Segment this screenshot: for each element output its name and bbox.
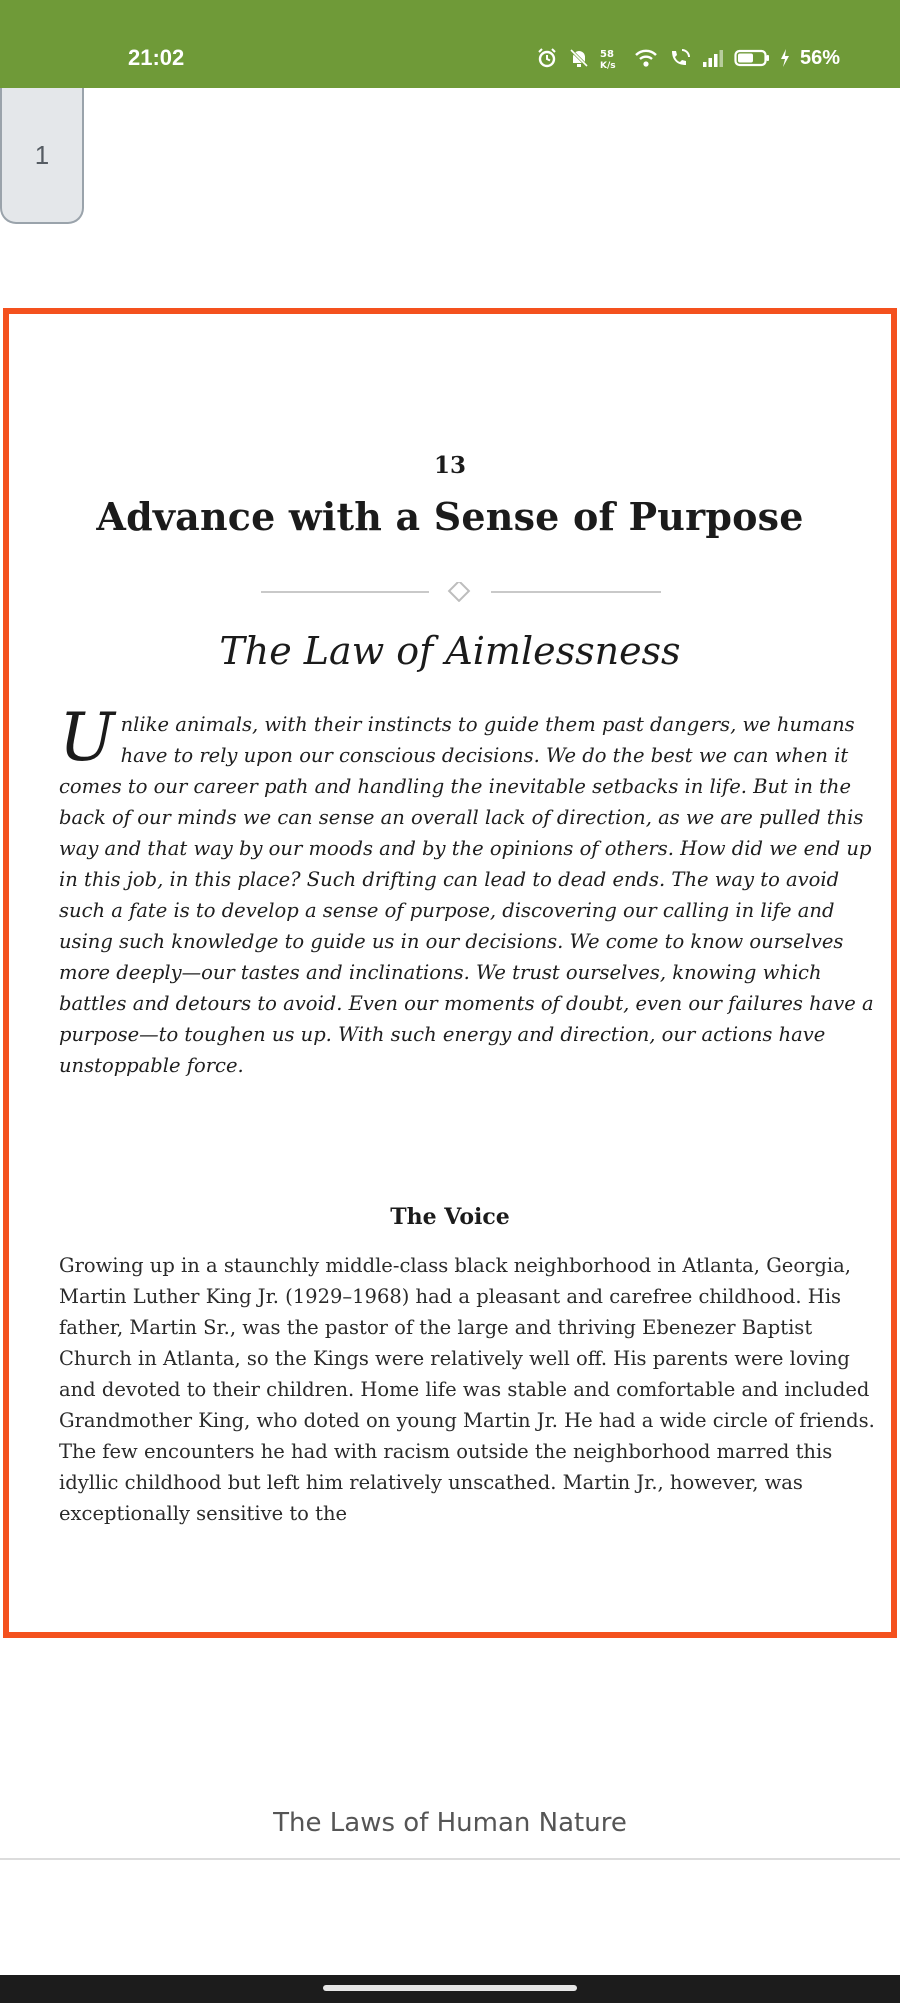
section-heading: The Voice [390, 1204, 510, 1230]
body-paragraph: Growing up in a staunchly middle-class black neighborhood in Atlanta, Georgia, Martin Luther King Jr. (1929–1968) had a pleasant and carefree childhood. His father, Martin Sr., was the pastor of the large and thriving Ebenezer Baptist Church in Atlanta, so the Kings were relatively well off. His parents were loving and devoted to their children. Home life was stable and comfortable and included Grandmother King, who doted on young Martin Jr. He had a wide circle of friends. The few encounters he had with racism outside the neighborhood marred this idyllic childhood but left him relatively unscathed. Martin Jr., however, was exceptionally sensitive to the [59, 1254, 875, 1525]
chapter-title: Advance with a Sense of Purpose [96, 494, 804, 539]
intro-text: nlike animals, with their instincts to guide them past dangers, we humans have to rely upon our conscious decisions. We do the best we can when it comes to our career path and handling the inevitable setbacks in life. But in the back of our minds we can sense an overall lack of direction, as we are pulled this way and that way by our moods and by the opinions of others. How did we end up in this job, in this place? Such drifting can lead to dead ends. The way to avoid such a fate is to develop a sense of purpose, discovering our calling in life and using such knowledge to guide us in our decisions. We come to know ourselves more deeply—our tastes and inclinations. We trust ourselves, knowing which battles and detours to avoid. Even our moments of doubt, even our failures have a purpose—to toughen us up. With such energy and direction, our actions have unstoppable force. [59, 713, 874, 1077]
status-bar [0, 0, 900, 88]
alarm-icon [536, 47, 558, 69]
law-title: The Law of Aimlessness [219, 629, 681, 673]
battery-icon [734, 47, 770, 69]
network-speed-icon [600, 47, 624, 69]
status-time: 21:02 [128, 45, 185, 70]
book-title-footer: The Laws of Human Nature [273, 1808, 627, 1838]
signal-icon [702, 47, 724, 69]
intro-paragraph [59, 699, 879, 1081]
drop-cap: U [59, 699, 115, 776]
page-number-label: 1 [34, 139, 50, 170]
battery-percent: 56% [799, 47, 840, 69]
status-icons [536, 44, 840, 72]
dnd-icon [568, 47, 590, 69]
footer-divider [0, 1858, 900, 1860]
diamond-divider-icon [9, 582, 891, 602]
wifi-icon [634, 47, 658, 69]
navigation-bar [0, 1975, 900, 2003]
home-indicator[interactable] [323, 1985, 577, 1991]
book-page-highlight[interactable] [3, 308, 897, 1638]
chapter-number: 13 [433, 452, 466, 479]
wifi-calling-icon [668, 47, 692, 69]
charging-icon [780, 47, 790, 69]
page-number-tab[interactable] [0, 88, 84, 224]
svg-text:K/s: K/s [599, 61, 616, 69]
svg-text:58: 58 [599, 49, 614, 60]
